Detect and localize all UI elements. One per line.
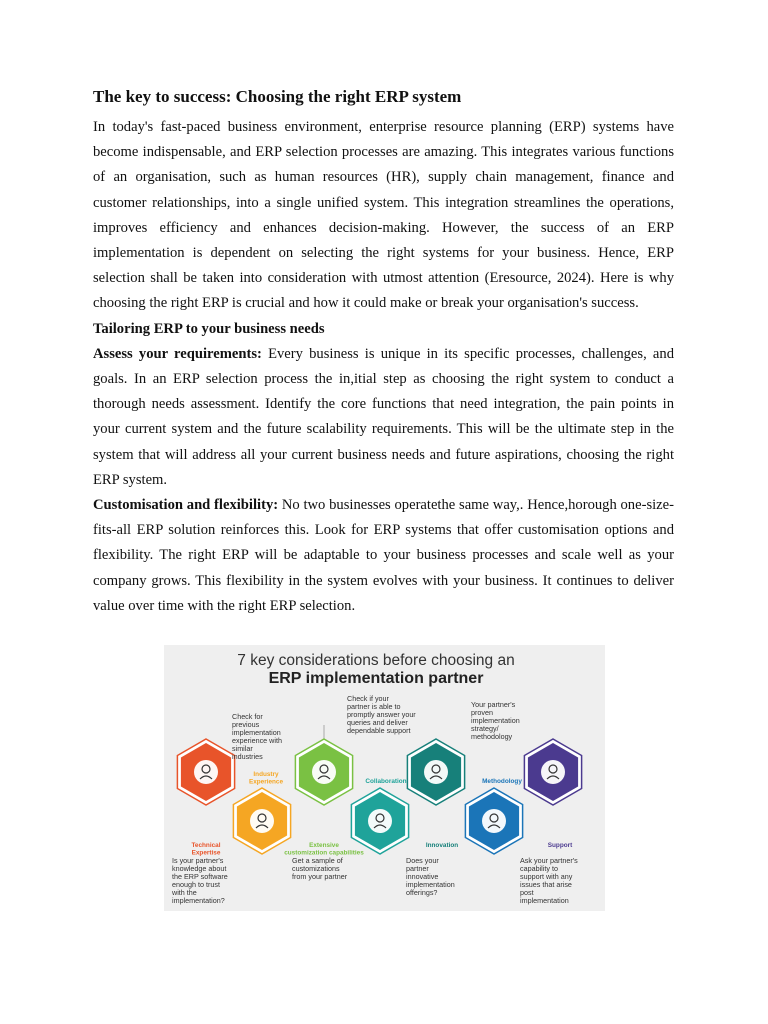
note-text: Ask your partner's capability to support with any issues that arise post implementation [520,856,578,905]
hexagon-item [351,778,408,854]
note-text: Check for previous implementation experience with similar industries [232,712,282,761]
article [93,86,674,619]
technician-icon [194,760,218,784]
assess-paragraph [93,342,674,493]
assess-text: Every business is unique in its specific processes, challenges, and goals. In an ERP selection process the in,itial step as choosing the right system to conduct a thorough needs assessment. Identify the core functions that need integration, the pain points in your current system and the future scalability requirements. This will be the ultimate step in the system that will address all your current business needs and future aspirations, choosing the right ERP system. [93,345,674,488]
note-text: Get a sample of customizations from your partner [292,856,348,881]
note-text: Your partner's proven implementation strategy/ methodology [471,700,520,741]
hexagon-item [524,739,581,849]
hexagon-item [177,739,234,856]
customisation-text: No two businesses operatethe same way,. Hence,horough one-size-fits-all ERP solution reinforces this. Look for ERP systems that offer customisation options and flexibility. The right ERP will be adaptable to your business processes and scale well as your company grows. This flexibility in the system evolves with your business. It continues to deliver value over time with the right ERP selection. [93,497,674,614]
infographic-canvas [164,645,605,911]
hexagon-label: Technical Expertise [191,842,221,857]
article-title: The key to success: Choosing the right ERP system [93,87,462,106]
infographic-title-line2: ERP implementation partner [268,670,484,687]
section-subheading: Tailoring ERP to your business needs [93,320,325,337]
hexagon-item [233,771,290,854]
target-icon [250,809,274,833]
hexagon-label: Extensive customization capabilities [284,842,364,857]
note-text: Is your partner's knowledge about the ERP software enough to trust with the implementation? [172,856,228,905]
process-icon [482,809,506,833]
intro-paragraph: In today's fast-paced business environment, enterprise resource planning (ERP) systems have become indispensable, and ERP selection processes are amazing. This integrates various functions of an organisation, such as human resources (HR), supply chain management, finance and customer relationships, into a single unified system. This integration streamlines the operations, improves efficiency and enhances decision-making. However, the success of an ERP implementation is dependent on selecting the right systems for your business. Hence, ERP selection shall be taken into consideration with utmost attention (Eresource, 2024). Here is why choosing the right ERP is crucial and how it could make or break your organisation's success. [93,119,674,312]
erp-infographic [164,645,605,911]
customisation-paragraph [93,493,674,619]
hexagon-label: Collaboration [365,778,407,785]
hexagon-label: Methodology [482,778,522,785]
hexagon-item [465,778,522,854]
hexagon-item [407,739,464,849]
handshake-icon [368,809,392,833]
settings-screen-icon [312,760,336,784]
hexagon-label: Innovation [425,842,459,849]
assess-label: Assess your requirements: [93,345,262,362]
hexagon-label: Industry Experience [248,771,284,786]
infographic-title-line1: 7 key considerations before choosing an [237,652,515,669]
lightbulb-head-icon [424,760,448,784]
hexagon-label: Support [547,842,573,849]
note-text: Does your partner innovative implementation offerings? [406,856,455,897]
note-text: Check if your partner is able to promptly answer your queries and deliver dependable support [347,694,416,735]
team-icon [541,760,565,784]
customisation-label: Customisation and flexibility: [93,497,279,514]
